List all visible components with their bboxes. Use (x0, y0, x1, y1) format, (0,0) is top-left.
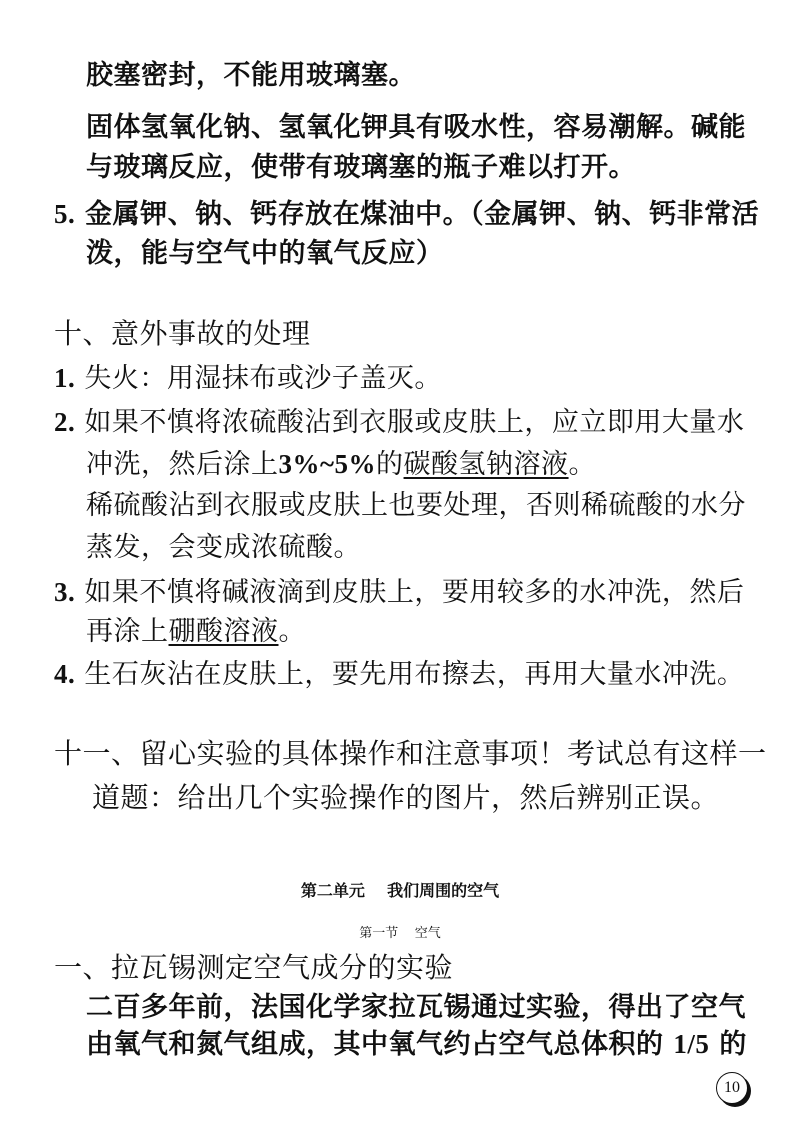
text-line: 二百多年前，法国化学家拉瓦锡通过实验，得出了空气 (86, 992, 746, 1023)
list-text: 生石灰沾在皮肤上，要先用布擦去，再用大量水冲洗。 (84, 659, 745, 690)
fraction: 1/5 (673, 1029, 710, 1059)
text-segment: 。 (568, 449, 597, 480)
section-heading: 十一、留心实验的具体操作和注意事项！考试总有这样一 (54, 737, 767, 770)
list-text: 如果不慎将浓硫酸沾到衣服或皮肤上，应立即用大量水 (84, 407, 745, 438)
list-item (54, 574, 744, 611)
text-segment: 由氧气和氮气组成，其中氧气约占空气总体积的 (86, 1029, 664, 1060)
chapter-title: 第二单元 我们周围的空气 (300, 881, 500, 900)
text-line: 胶塞密封，不能用玻璃塞。 (86, 60, 416, 91)
underlined-term: 硼酸溶液 (168, 616, 279, 647)
text-line: 稀硫酸沾到衣服或皮肤上也要处理，否则稀硫酸的水分 (86, 490, 746, 521)
list-number: 1. (54, 363, 76, 393)
section-heading: 一、拉瓦锡测定空气成分的实验 (54, 951, 454, 984)
list-number: 5. (54, 199, 76, 229)
list-text: 金属钾、钠、钙存放在煤油中。（金属钾、钠、钙非常活 (85, 199, 760, 230)
text-line: 蒸发，会变成浓硫酸。 (86, 532, 361, 563)
text-segment: 的 (719, 1029, 747, 1060)
text-line: 道题：给出几个实验操作的图片，然后辨别正误。 (92, 781, 720, 814)
list-number: 4. (54, 659, 76, 689)
text-line (86, 614, 306, 650)
text-segment: 冲洗，然后涂上 (86, 449, 279, 480)
text-segment: 再涂上 (86, 616, 169, 647)
text-line: 泼，能与空气中的氧气反应） (86, 238, 444, 269)
text-segment: 的 (376, 449, 404, 480)
percentage-range: 3%~5% (278, 449, 377, 479)
list-number: 3. (54, 577, 76, 607)
list-number: 2. (54, 407, 76, 437)
text-line: 与玻璃反应，使带有玻璃塞的瓶子难以打开。 (86, 152, 636, 183)
page-number: 10 (716, 1072, 748, 1104)
underlined-term: 碳酸氢钠溶液 (403, 449, 569, 480)
text-line (86, 446, 596, 483)
list-text: 如果不慎将碱液滴到皮肤上，要用较多的水冲洗，然后 (84, 577, 745, 608)
list-item (54, 404, 744, 441)
list-item (54, 196, 759, 233)
list-text: 失火：用湿抹布或沙子盖灭。 (84, 363, 442, 394)
section-heading: 十、意外事故的处理 (54, 317, 311, 350)
list-item (54, 360, 442, 397)
section-title: 第一节 空气 (359, 926, 441, 941)
text-line: 固体氢氧化钠、氢氧化钾具有吸水性，容易潮解。碱能 (86, 112, 746, 143)
text-line (86, 1026, 747, 1063)
text-segment: 。 (278, 616, 306, 647)
list-item (54, 656, 744, 693)
